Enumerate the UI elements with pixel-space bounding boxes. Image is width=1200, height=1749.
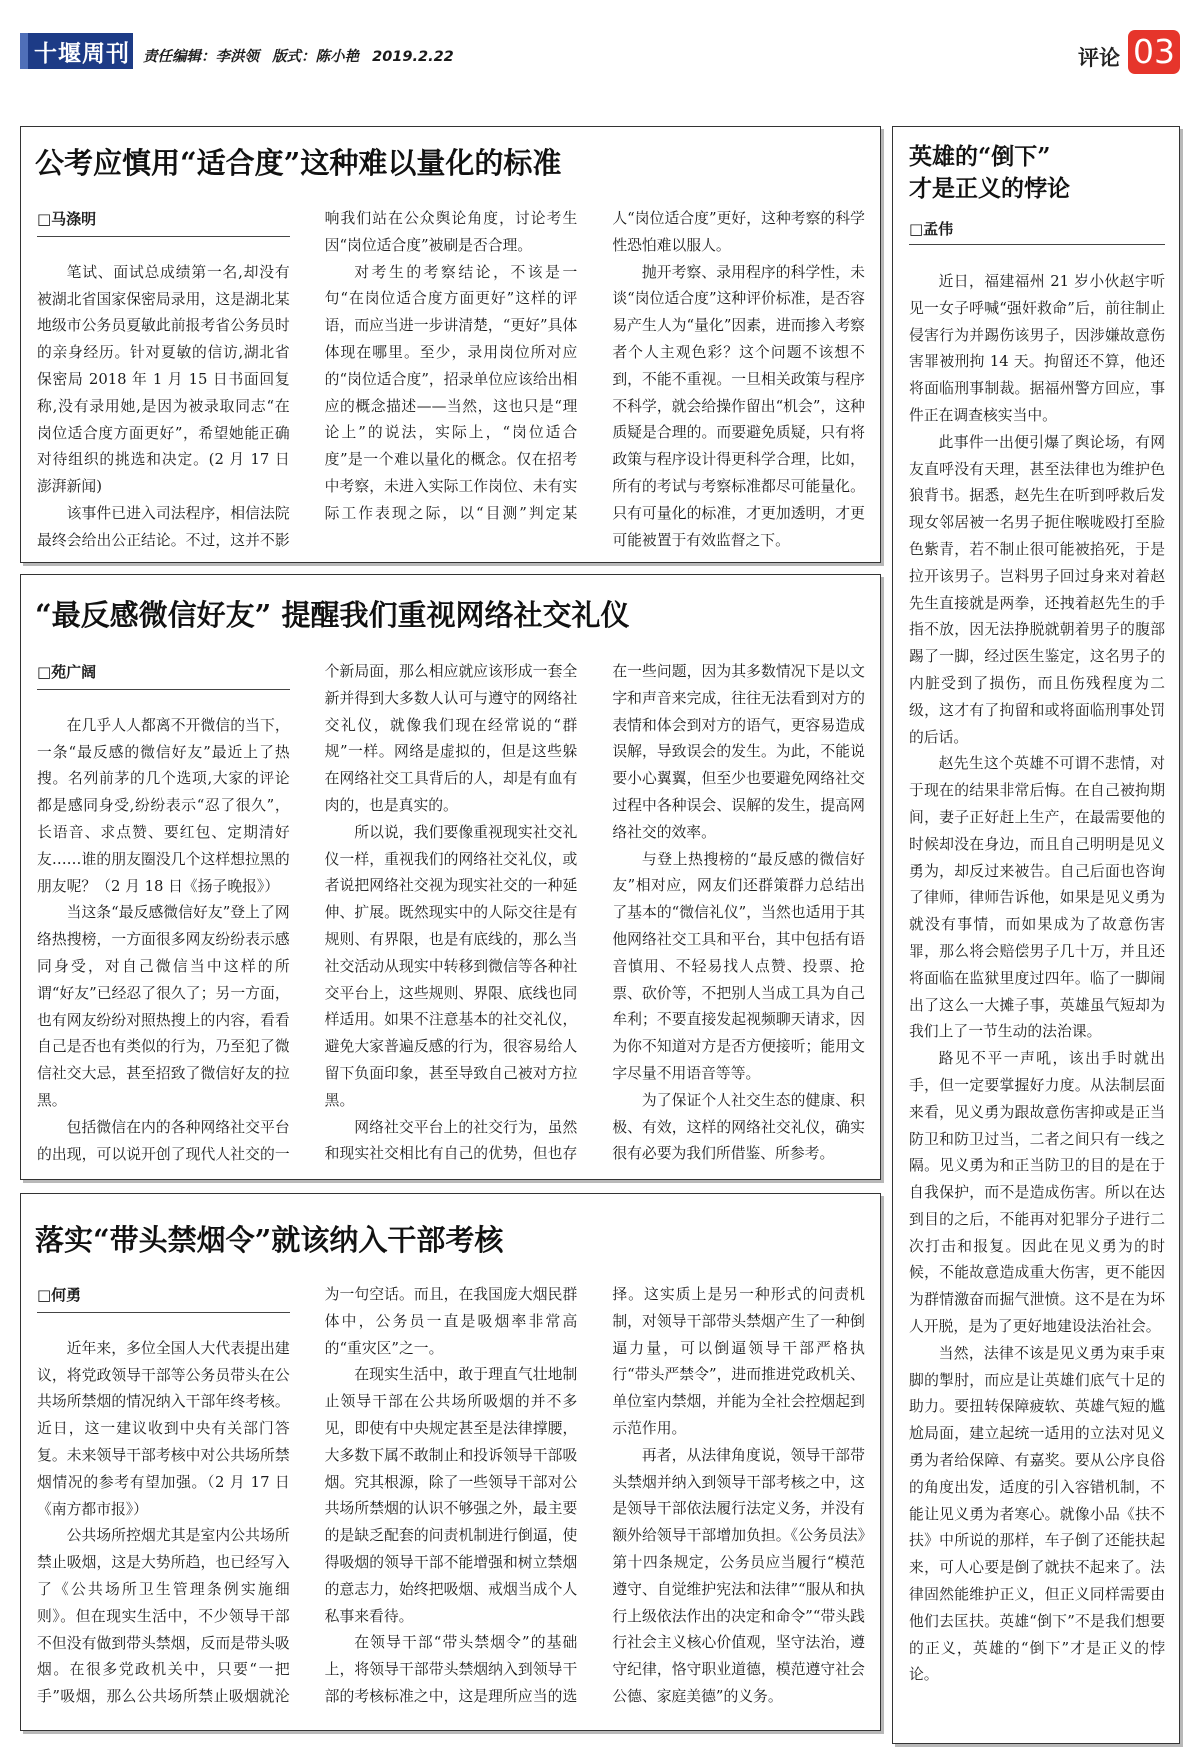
paragraph: 近日，福建福州 21 岁小伙赵宇听见一女子呼喊“强奸救命”后，前往制止侵害行为并踢伤该男子，因涉嫌故意伤害罪被刑拘 14 天。拘留还不算，他还将面临刑事制裁。据福州警方回应，事件正在调查核实当中。 (909, 273, 1165, 424)
article-body (37, 206, 865, 556)
author-byline: □马涤明 (37, 206, 290, 237)
responsible-editor: 责任编辑：李洪领 (143, 49, 259, 65)
author-byline: □何勇 (37, 1282, 290, 1313)
paragraph: 笔试、面试总成绩第一名,却没有被湖北省国家保密局录用，这是湖北某地级市公务员夏敏此前报考省公务员时的亲身经历。针对夏敏的信访,湖北省保密局 2018 年 1 月 15 日书面回复称,没有录用她,是因为被录取同志“在岗位适合度方面更好”，希望她能正确对待组织的挑选和决定。(2 月 17 日澎湃新闻) (37, 263, 290, 496)
paragraph: 近年来，多位全国人大代表提出建议，将党政领导干部等公务员带头在公共场所禁烟的情况纳入干部年终考核。近日，这一建议收到中央有关部门答复。未来领导干部考核中对公共场所禁烟情况的参考有望加强。（2 月 17 日《南方都市报》） (37, 1339, 290, 1518)
layout-editor: 版式：陈小艳 (272, 49, 360, 65)
article-body (37, 659, 865, 1170)
sidebar-title-line-1: 英雄的“倒下” (909, 143, 1051, 170)
article-title: “最反感微信好友” 提醒我们重视网络社交礼仪 (35, 598, 630, 632)
paragraph: 所以说，我们要像重视现实社交礼仪一样，重视我们的网络社交礼仪，或者说把网络社交视为现实社交的一种延伸、扩展。既然现实中的人际交往是有规则、有界限，也是有底线的，那么当社交活动从现实中转移到微信等各种社交平台上，这些规则、界限、底线也同样适用。如果不注意基本的社交礼仪，避免大家普遍反感的行为，很容易给人留下负面印象，甚至导致自己被对方拉黑。 (324, 823, 578, 1109)
page-number-badge: 03 (1128, 30, 1180, 74)
paragraph: 该事件已进入司法程序，相信法院最终会给出公正结论。不过，这并不影响我们站在公众舆论角度，讨论考生因“岗位适合度”被刷是否合理。 (37, 210, 578, 549)
paragraph: 抛开考察、录用程序的科学性，未谈“岗位适合度”这种评价标准，是否容易产生人为“量化”因素，进而掺入考察者个人主观色彩？这个问题不该想不到，不能不重视。一旦相关政策与程序不科学，就会给操作留出“机会”，这种质疑是合理的。而要避免质疑，只有将政策与程序设计得更科学合理，比如，所有的考试与考察标准都尽可能量化。只有可量化的标准，才更加透明，才更可能被置于有效监督之下。 (612, 263, 865, 549)
paragraph: 此事件一出便引爆了舆论场，有网友直呼没有天理，甚至法律也为维护色狼背书。据悉，赵先生在听到呼救后发现女邻居被一名男子扼住喉咙殴打至脸色紫青，若不制止很可能被掐死，于是拉开该男子。岂料男子回过身来对着赵先生直接就是两拳，还拽着赵先生的手指不放，因无法挣脱就朝着男子的腹部踢了一脚，经过医生鉴定，这名男子的内脏受到了损伤，而且伤残程度为二级，这才有了拘留和或将面临刑事处罚的后话。 (909, 433, 1165, 746)
masthead-logo (20, 33, 133, 69)
paragraph: 赵先生这个英雄不可谓不悲情，对于现在的结果非常后悔。在自己被拘期间，妻子正好赶上生产，在最需要他的时候却没在身边，而且自己明明是见义勇为，却反过来被告。自己后面也咨询了律师，律师告诉他，如果是见义勇为就没有事情，而如果成为了故意伤害罪，那么将会赔偿男子几十万，并且还将面临在监狱里度过四年。临了一脚闹出了这么一大摊子事，英雄虽气短却为我们上了一节生动的法治课。 (909, 755, 1165, 1041)
paragraph: 路见不平一声吼，该出手时就出手，但一定要掌握好力度。从法制层面来看，见义勇为跟故意伤害抑或是正当防卫和防卫过当，二者之间只有一线之隔。见义勇为和正当防卫的目的是在于自我保护，而不是造成伤害。所以在达到目的之后，不能再对犯罪分子进行二次打击和报复。因此在见义勇为的时候，不能故意造成重大伤害，更不能因为群情激奋而掘气泄愤。这不是在为坏人开脱，是为了更好地建设法治社会。 (909, 1050, 1165, 1336)
paragraph: 在领导干部“带头禁烟令”的基础上，将领导干部带头禁烟纳入到领导干部的考核标准之中，这是理所应当的选择。这实质上是另一种形式的问责机制，对领导干部带头禁烟产生了一种倒逼力量，可以倒逼领导干部严格执行“带头严禁令”，进而推进党政机关、单位室内禁烟，并能为全社会控烟起到示范作用。 (324, 1286, 865, 1705)
paragraph: 在几乎人人都离不开微信的当下，一条“最反感的微信好友”最近上了热搜。名列前茅的几个选项,大家的评论都是感同身受,纷纷表示“忍了很久”，长语音、求点赞、要红包、定期清好友……谁的朋友圈没几个这样想拉黑的朋友呢？（2 月 18 日《扬子晚报》） (37, 716, 290, 895)
issue-date: 2019.2.22 (372, 49, 454, 65)
masthead-title: 十堰周刊 (34, 39, 130, 67)
article-2 (20, 574, 881, 1180)
sidebar-body (909, 269, 1165, 1719)
article-3 (20, 1193, 881, 1731)
section-label: 评论 (1078, 46, 1120, 70)
editor-credits (143, 45, 462, 66)
logo-stripe (20, 33, 28, 69)
author-byline: □孟伟 (909, 216, 1165, 245)
paragraph: 为了保证个人社交生态的健康、积极、有效，这样的网络社交礼仪，确实很有必要为我们所借鉴、所参考。 (612, 1091, 865, 1163)
paragraph: 与登上热搜榜的“最反感的微信好友”相对应，网友们还群策群力总结出了基本的“微信礼仪”，当然也适用于其他网络社交工具和平台，其中包括有语音慎用、不轻易找人点赞、投票、抢票、砍价等，不把别人当成工具为自己牟利；不要直接发起视频聊天请求，因为你不知道对方是否方便接听；能用文字尽量不用语音等等。 (612, 850, 865, 1082)
paragraph: 公共场所控烟尤其是室内公共场所禁止吸烟，这是大势所趋，也已经写入了《公共场所卫生管理条例实施细则》。但在现实生活中，不少领导干部不但没有做到带头禁烟，反而是带头吸烟。在很多党政机关中，只要“一把手”吸烟，那么公共场所禁止吸烟就沦为一句空话。而且，在我国庞大烟民群体中，公务员一直是吸烟率非常高的“重灾区”之一。 (37, 1286, 578, 1706)
paragraph: 网络社交平台上的社交行为，虽然和现实社交相比有自己的优势，但也存在一些问题，因为其多数情况下是以文字和声音来完成，往往无法看到对方的表情和体会到对方的语气，更容易造成误解，导致误会的发生。为此，不能说要小心翼翼，但至少也要避免网络社交过程中各种误会、误解的发生，提高网络社交的效率。 (324, 663, 865, 1163)
paragraph: 当然，法律不该是见义勇为束手束脚的掣肘，而应是让英雄们底气十足的助力。要扭转保障疲软、英雄气短的尴尬局面，建立起统一适用的立法对见义勇为者给保障、有嘉奖。要从公序良俗的角度出发，适度的引入容错机制，不能让见义勇为者寒心。就像小品《扶不扶》中所说的那样，车子倒了还能扶起来，可人心要是倒了就扶不起来了。法律固然能维护正义，但正义同样需要由他们去匡扶。英雄“倒下”不是我们想要的正义，英雄的“倒下”才是正义的悖论。 (909, 1344, 1165, 1684)
article-title: 落实“带头禁烟令”就该纳入干部考核 (35, 1223, 504, 1257)
author-byline: □苑广阔 (37, 659, 290, 690)
sidebar-title-line-2: 才是正义的悖论 (909, 175, 1070, 202)
article-body (37, 1282, 865, 1712)
sidebar-article (892, 126, 1180, 1744)
paragraph: 当这条“最反感微信好友”登上了网络热搜榜，一方面很多网友纷纷表示感同身受，对自己微信当中这样的所谓“好友”已经忍了很久了；另一方面，也有网友纷纷对照热搜上的内容，看看自己是否也有类似的行为，乃至犯了微信社交大忌，甚至招致了微信好友的拉黑。 (37, 904, 290, 1109)
article-1 (20, 126, 881, 563)
paragraph: 在现实生活中，敢于理直气壮地制止领导干部在公共场所吸烟的并不多见，即使有中央规定甚至是法律撑腰，大多数下属不敢制止和投诉领导干部吸烟。究其根源，除了一些领导干部对公共场所禁烟的认识不够强之外，最主要的是缺乏配套的问责机制进行倒逼，使得吸烟的领导干部不能增强和树立禁烟的意志力，始终把吸烟、戒烟当成个人私事来看待。 (324, 1366, 578, 1625)
paragraph: 对考生的考察结论，不该是一句“在岗位适合度方面更好”这样的评语，而应当进一步讲清楚，“更好”具体体现在哪里。至少，录用岗位所对应的“岗位适合度”，招录单位应该给出相应的概念描述——当然，这也只是“理论上”的说法，实际上，“岗位适合度”是一个难以量化的概念。仅在招考中考察，未进入实际工作岗位、未有实际工作表现之际，以“目测”判定某人“岗位适合度”更好，这种考察的科学性恐怕难以服人。 (324, 210, 865, 522)
paragraph: 再者，从法律角度说，领导干部带头禁烟并纳入到领导干部考核之中，这是领导干部依法履行法定义务，并没有额外给领导干部增加负担。《公务员法》第十四条规定，公务员应当履行“模范遵守、自觉维护宪法和法律”“服从和执行上级依法作出的决定和命令”“带头践行社会主义核心价值观，坚守法治，遵守纪律，恪守职业道德，模范遵守社会公德、家庭美德”的义务。 (612, 1446, 865, 1705)
article-title: 公考应慎用“适合度”这种难以量化的标准 (35, 146, 562, 180)
paragraph: 包括微信在内的各种网络社交平台的出现，可以说开创了现代人社交的一个新局面，那么相应就应该形成一套全新并得到大多数人认可与遵守的网络社交礼仪，就像我们现在经常说的“群规”一样。网络是虚拟的，但是这些躲在网络社交工具背后的人，却是有血有肉的，也是真实的。 (37, 663, 578, 1163)
sidebar-title (909, 141, 1165, 205)
